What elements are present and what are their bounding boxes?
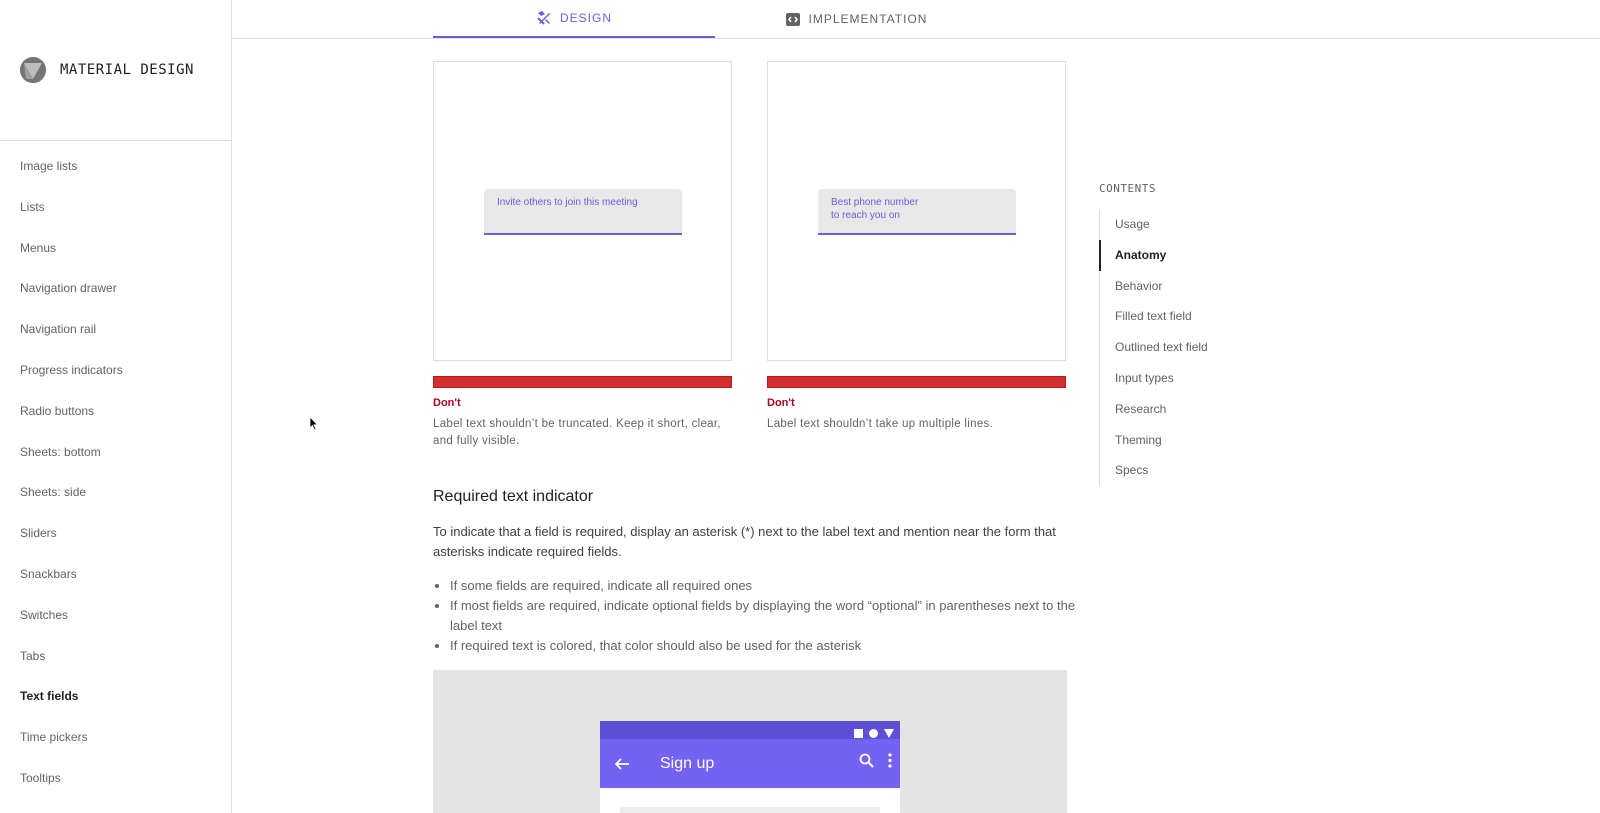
toc-item-theming[interactable]: Theming — [1115, 432, 1162, 447]
mock-field-label: Invite others to join this meeting — [497, 197, 638, 208]
tab-design[interactable] — [433, 0, 715, 38]
sidebar-item-sliders[interactable]: Sliders — [20, 526, 57, 541]
toc-item-input-types[interactable]: Input types — [1115, 370, 1174, 385]
section-paragraph: To indicate that a field is required, display an asterisk (*) next to the label text and mention near the form that asterisks indicate required fields. — [433, 524, 1056, 559]
sidebar-nav — [0, 146, 231, 799]
mock-field-label-line-1: Best phone number — [831, 197, 919, 208]
tab-implementation-label: IMPLEMENTATION — [808, 11, 928, 26]
list-item: • If most fields are required, indicate optional fields by displaying the word “optional” in parentheses next to the label text — [450, 596, 1086, 636]
sidebar-item-sheets-side[interactable]: Sheets: side — [20, 485, 87, 500]
sidebar-item-tooltips[interactable]: Tooltips — [20, 770, 61, 785]
list-item: • If some fields are required, indicate all required ones — [450, 576, 1086, 596]
toc-item-usage[interactable]: Usage — [1115, 217, 1150, 231]
code-icon — [785, 11, 801, 27]
sidebar-item-tabs[interactable]: Tabs — [20, 648, 46, 663]
mock-field-label — [831, 196, 1001, 222]
example-image-truncated — [433, 61, 732, 361]
dont-indicator-bar — [433, 376, 732, 388]
material-logo-icon — [20, 57, 46, 83]
sidebar-item-switches[interactable]: Switches — [20, 607, 69, 622]
mock-text-field — [818, 189, 1016, 235]
toc-item-filled-text-field[interactable]: Filled text field — [1115, 309, 1192, 324]
mock-text-field — [484, 189, 682, 235]
sidebar-divider — [0, 140, 231, 141]
sidebar-item-lists[interactable]: Lists — [20, 199, 45, 214]
table-of-contents — [1099, 209, 1280, 486]
section-bullet-list — [433, 576, 1086, 656]
more-vert-icon — [888, 753, 892, 773]
toc-item-behavior[interactable]: Behavior — [1115, 278, 1163, 293]
toc-item-research[interactable]: Research — [1115, 401, 1167, 416]
sidebar-item-image-lists[interactable]: Image lists — [20, 159, 78, 173]
mock-text-field — [620, 807, 880, 813]
arrow-back-icon — [614, 756, 636, 772]
section-heading: Required text indicator — [433, 488, 594, 505]
sidebar-item-progress-indicators[interactable]: Progress indicators — [20, 362, 123, 377]
example-image-multiline — [767, 61, 1066, 361]
sidebar — [0, 0, 232, 813]
app-bar — [600, 739, 900, 788]
search-icon — [859, 753, 874, 773]
example-caption: Label text shouldn’t take up multiple lines. — [767, 418, 994, 430]
top-tab-bar — [232, 0, 1600, 39]
dont-label: Don't — [767, 397, 795, 409]
sidebar-item-menus[interactable]: Menus — [20, 240, 57, 255]
brand-name: MATERIAL DESIGN — [60, 62, 194, 78]
sidebar-item-time-pickers[interactable]: Time pickers — [20, 730, 88, 745]
example-caption: Label text shouldn’t be truncated. Keep it short, clear, and fully visible. — [433, 418, 721, 447]
phone-mockup — [600, 721, 900, 813]
tab-design-label: DESIGN — [559, 11, 612, 25]
sidebar-item-navigation-rail[interactable]: Navigation rail — [20, 322, 97, 337]
sidebar-item-snackbars[interactable]: Snackbars — [20, 566, 77, 581]
toc-heading: CONTENTS — [1099, 182, 1156, 195]
dont-label: Don't — [433, 397, 461, 409]
list-item: • If required text is colored, that color should also be used for the asterisk — [450, 636, 1086, 656]
app-bar-title: Sign up — [660, 754, 715, 772]
design-tools-icon — [536, 10, 552, 26]
sidebar-item-navigation-drawer[interactable]: Navigation drawer — [20, 281, 117, 296]
sidebar-item-radio-buttons[interactable]: Radio buttons — [20, 403, 95, 418]
sidebar-item-text-fields[interactable]: Text fields — [20, 689, 79, 704]
toc-item-outlined-text-field[interactable]: Outlined text field — [1115, 340, 1208, 355]
tab-implementation[interactable] — [715, 0, 997, 37]
sidebar-item-sheets-bottom[interactable]: Sheets: bottom — [20, 444, 101, 459]
toc-item-specs[interactable]: Specs — [1115, 463, 1149, 478]
toc-item-anatomy[interactable]: Anatomy — [1099, 240, 1280, 271]
brand[interactable] — [20, 57, 194, 83]
mouse-cursor-icon — [309, 416, 319, 436]
sign-up-figure — [433, 670, 1067, 813]
dont-indicator-bar — [767, 376, 1066, 388]
mock-field-label-line-2: to reach you on — [831, 210, 900, 221]
status-bar — [600, 721, 900, 739]
